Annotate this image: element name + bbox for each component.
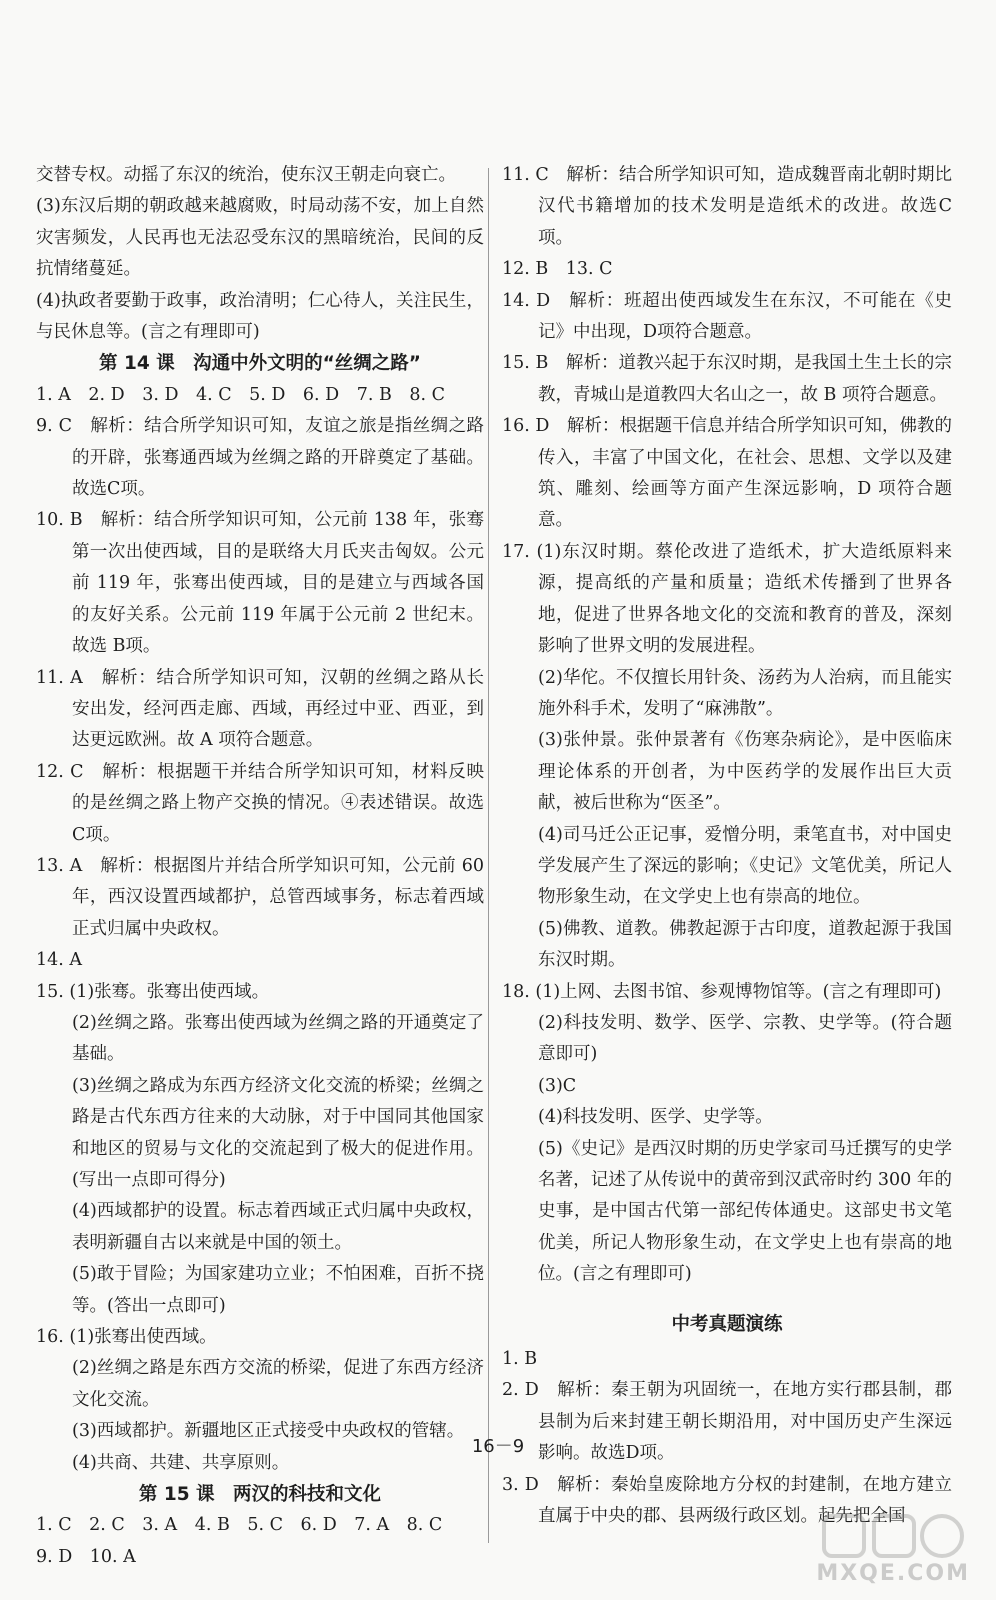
answer-item: 15. (1)张骞。张骞出使西域。 [36,981,270,1002]
answer-item: 1. C 2. C 3. A 4. B 5. C 6. D 7. A 8. C [36,1515,443,1536]
watermark-icon [820,1510,970,1566]
answer-subitem: (2)科技发明、数学、医学、宗教、史学等。(符合题意即可) [538,1012,952,1065]
answer-item: 9. C 解析：结合所学知识可知，友谊之旅是指丝绸之路的开辟，张骞通西域为丝绸之路的开辟奠定了基础。故选C项。 [36,416,484,500]
answer-item: 交替专权。动摇了东汉的统治，使东汉王朝走向衰亡。 [36,165,456,185]
answer-subitem: (4)西域都护的设置。标志着西域正式归属中央政权，表明新疆自古以来就是中国的领土。 [72,1201,484,1253]
answer-item: 17. (1)东汉时期。蔡伦改进了造纸术，扩大造纸原料来源，提高纸的产量和质量；造纸术传播到了世界各地，促进了世界各地文化的交流和教育的普及，深刻影响了世界文明的发展进程。 [502,541,952,657]
section-heading: 中考真题演练 [671,1313,783,1335]
answer-item: (3)东汉后期的朝政越来越腐败，时局动荡不安，加上自然灾害频发，人民再也无法忍受东汉的黑暗统治，民间的反抗情绪蔓延。 [36,196,484,280]
answer-subitem: (4)科技发明、医学、史学等。 [538,1107,773,1128]
watermark-logo [816,1510,970,1590]
answer-item: 12. C 解析：根据题干并结合所学知识可知，材料反映的是丝绸之路上物产交换的情况。④表述错误。故选C项。 [36,761,484,845]
answer-item: 9. D 10. A [36,1546,136,1567]
left-column [36,160,484,1573]
answer-item: 1. B [502,1349,538,1370]
right-column [502,160,952,1532]
answer-subitem: (2)华佗。不仅擅长用针灸、汤药为人治病，而且能实施外科手术，发明了“麻沸散”。 [538,667,952,719]
column-divider [488,168,489,1543]
answer-subitem: (5)敢于冒险；为国家建功立业；不怕困难，百折不挠等。(答出一点即可) [72,1264,484,1316]
answer-subitem: (5)佛教、道教。佛教起源于古印度，道教起源于我国东汉时期。 [538,918,952,971]
answer-subitem: (5)《史记》是西汉时期的历史学家司马迁撰写的史学名著，记述了从传说中的黄帝到汉武帝时约 300 年的史事，是中国古代第一部纪传体通史。这部史书文笔优美，所记人物形象生动，在文学史上也有崇高的地位。(言之有理即可) [538,1138,952,1285]
answer-item: (4)执政者要勤于政事，政治清明；仁心待人，关注民生，与民休息等。(言之有理即可) [36,290,484,343]
answer-item: 11. A 解析：结合所学知识可知，汉朝的丝绸之路从长安出发，经河西走廊、西域，再经过中亚、西亚，到达更远欧洲。故 A 项符合题意。 [36,667,484,751]
answer-item: 10. B 解析：结合所学知识可知，公元前 138 年，张骞第一次出使西域，目的是联络大月氏夹击匈奴。公元前 119 年，张骞出使西域，目的是建立与西域各国的友好关系。公元前 119 年属于公元前 2 世纪末。故选 B项。 [36,510,484,657]
answer-subitem: (2)丝绸之路是东西方交流的桥梁，促进了东西方经济文化交流。 [72,1358,484,1410]
answer-subitem: (3)丝绸之路成为东西方经济文化交流的桥梁；丝绸之路是古代东西方往来的大动脉，对于中国同其他国家和地区的贸易与文化的交流起到了极大的促进作用。(写出一点即可得分) [72,1075,484,1190]
answer-item: 14. A [36,950,83,971]
answer-item: 18. (1)上网、去图书馆、参观博物馆等。(言之有理即可) [502,981,942,1002]
section-heading: 第 14 课 沟通中外文明的“丝绸之路” [99,353,421,375]
answer-item: 15. B 解析：道教兴起于东汉时期，是我国土生土长的宗教，青城山是道教四大名山之一，故 B 项符合题意。 [502,353,952,405]
answer-subitem: (3)C [538,1075,577,1096]
answer-item: 3. D 解析：秦始皇废除地方分权的封建制，在地方建立直属于中央的郡、县两级行政区划。起先把全国 [502,1474,952,1527]
answer-subitem: (4)共商、共建、共享原则。 [72,1452,290,1473]
answer-item: 13. A 解析：根据图片并结合所学知识可知，公元前 60 年，西汉设置西域都护，总管西域事务，标志着西域正式归属中央政权。 [36,855,484,939]
watermark-text: MXQE.COM [816,1561,970,1586]
answer-item: 14. D 解析：班超出使西域发生在东汉，不可能在《史记》中出现，D项符合题意。 [502,290,952,343]
section-heading: 第 15 课 两汉的科技和文化 [138,1484,382,1506]
answer-item: 2. D 解析：秦王朝为巩固统一，在地方实行郡县制，郡县制为后来封建王朝长期沿用，对中国历史产生深远影响。故选D项。 [502,1380,952,1464]
page-number: 16－9 [471,1436,525,1457]
answer-subitem: (3)西域都护。新疆地区正式接受中央政权的管辖。 [72,1421,465,1442]
answer-item: 12. B 13. C [502,259,613,280]
answer-subitem: (3)张仲景。张仲景著有《伤寒杂病论》，是中医临床理论体系的开创者，为中医药学的发展作出巨大贡献，被后世称为“医圣”。 [538,730,952,814]
answer-item: 11. C 解析：结合所学知识可知，造成魏晋南北朝时期比汉代书籍增加的技术发明是造纸术的改进。故选C项。 [502,165,952,248]
answer-subitem: (2)丝绸之路。张骞出使西域为丝绸之路的开通奠定了基础。 [72,1012,484,1065]
answer-item: 1. A 2. D 3. D 4. C 5. D 6. D 7. B 8. C [36,384,445,405]
answer-item: 16. (1)张骞出使西域。 [36,1327,217,1348]
answer-item: 16. D 解析：根据题干信息并结合所学知识可知，佛教的传入，丰富了中国文化，在社会、思想、文学以及建筑、雕刻、绘画等方面产生深远影响，D 项符合题意。 [502,416,952,531]
answer-subitem: (4)司马迁公正记事，爱憎分明，秉笔直书，对中国史学发展产生了深远的影响；《史记》文笔优美，所记人物形象生动，在文学史上也有崇高的地位。 [538,824,952,908]
